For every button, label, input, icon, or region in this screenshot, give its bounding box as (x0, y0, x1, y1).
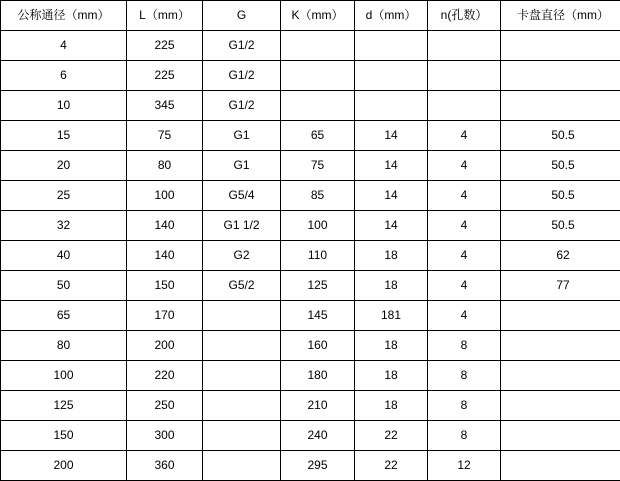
table-row (1, 241, 620, 271)
cell-k: 65 (281, 121, 355, 151)
cell-d: 18 (355, 271, 428, 301)
cell-g: G1/2 (203, 61, 281, 91)
table-row (1, 391, 620, 421)
cell-l: 150 (127, 271, 203, 301)
table-row (1, 211, 620, 241)
cell-k: 210 (281, 391, 355, 421)
column-header-chuck-diameter: 卡盘直径（mm） (501, 1, 620, 31)
cell-g: G1 1/2 (203, 211, 281, 241)
cell-nominal-diameter: 10 (1, 91, 127, 121)
table-row (1, 361, 620, 391)
cell-l: 225 (127, 61, 203, 91)
cell-l: 170 (127, 301, 203, 331)
cell-d: 18 (355, 361, 428, 391)
column-header-nominal-diameter: 公称通径（mm） (1, 1, 127, 31)
cell-k: 75 (281, 151, 355, 181)
cell-n: 12 (428, 451, 501, 481)
cell-g: G1 (203, 151, 281, 181)
cell-k: 180 (281, 361, 355, 391)
cell-chuck-diameter (501, 391, 620, 421)
column-header-k: K（mm） (281, 1, 355, 31)
cell-nominal-diameter: 25 (1, 181, 127, 211)
cell-g: G1/2 (203, 91, 281, 121)
column-header-l: L（mm） (127, 1, 203, 31)
cell-nominal-diameter: 32 (1, 211, 127, 241)
column-header-d: d（mm） (355, 1, 428, 31)
table-body (1, 31, 620, 481)
cell-l: 200 (127, 331, 203, 361)
cell-k: 145 (281, 301, 355, 331)
cell-k: 295 (281, 451, 355, 481)
cell-chuck-diameter: 50.5 (501, 181, 620, 211)
cell-n: 8 (428, 361, 501, 391)
cell-n: 8 (428, 391, 501, 421)
cell-d: 14 (355, 151, 428, 181)
cell-d (355, 31, 428, 61)
table-row (1, 271, 620, 301)
cell-g: G1/2 (203, 31, 281, 61)
cell-g (203, 451, 281, 481)
cell-n: 8 (428, 331, 501, 361)
column-header-g: G (203, 1, 281, 31)
cell-d: 18 (355, 241, 428, 271)
cell-nominal-diameter: 125 (1, 391, 127, 421)
table-row (1, 451, 620, 481)
column-header-n: n(孔数） (428, 1, 501, 31)
cell-l: 250 (127, 391, 203, 421)
table-row (1, 421, 620, 451)
cell-n (428, 31, 501, 61)
cell-k: 160 (281, 331, 355, 361)
cell-n: 4 (428, 121, 501, 151)
cell-chuck-diameter: 50.5 (501, 121, 620, 151)
cell-l: 360 (127, 451, 203, 481)
cell-n (428, 91, 501, 121)
cell-l: 140 (127, 211, 203, 241)
cell-d: 22 (355, 421, 428, 451)
cell-g (203, 391, 281, 421)
cell-g (203, 331, 281, 361)
cell-nominal-diameter: 80 (1, 331, 127, 361)
cell-n: 4 (428, 241, 501, 271)
cell-nominal-diameter: 200 (1, 451, 127, 481)
cell-chuck-diameter: 77 (501, 271, 620, 301)
table-row (1, 121, 620, 151)
cell-n: 8 (428, 421, 501, 451)
cell-k: 100 (281, 211, 355, 241)
cell-g (203, 361, 281, 391)
cell-n: 4 (428, 151, 501, 181)
cell-l: 225 (127, 31, 203, 61)
cell-d: 18 (355, 391, 428, 421)
cell-nominal-diameter: 15 (1, 121, 127, 151)
cell-d (355, 61, 428, 91)
cell-nominal-diameter: 150 (1, 421, 127, 451)
cell-chuck-diameter: 50.5 (501, 151, 620, 181)
cell-l: 140 (127, 241, 203, 271)
cell-nominal-diameter: 20 (1, 151, 127, 181)
cell-n (428, 61, 501, 91)
table-row (1, 331, 620, 361)
cell-n: 4 (428, 181, 501, 211)
cell-nominal-diameter: 100 (1, 361, 127, 391)
cell-nominal-diameter: 50 (1, 271, 127, 301)
cell-n: 4 (428, 271, 501, 301)
cell-k: 110 (281, 241, 355, 271)
cell-g: G2 (203, 241, 281, 271)
cell-d (355, 91, 428, 121)
table-row (1, 31, 620, 61)
cell-n: 4 (428, 211, 501, 241)
cell-chuck-diameter (501, 421, 620, 451)
cell-k: 85 (281, 181, 355, 211)
table-row (1, 91, 620, 121)
cell-nominal-diameter: 6 (1, 61, 127, 91)
cell-nominal-diameter: 4 (1, 31, 127, 61)
cell-d: 22 (355, 451, 428, 481)
cell-chuck-diameter (501, 31, 620, 61)
cell-g: G5/4 (203, 181, 281, 211)
cell-n: 4 (428, 301, 501, 331)
table-row (1, 151, 620, 181)
cell-l: 345 (127, 91, 203, 121)
cell-k (281, 91, 355, 121)
cell-d: 14 (355, 181, 428, 211)
cell-chuck-diameter (501, 61, 620, 91)
cell-chuck-diameter (501, 361, 620, 391)
cell-l: 75 (127, 121, 203, 151)
cell-k: 125 (281, 271, 355, 301)
cell-g: G5/2 (203, 271, 281, 301)
table-header-row (1, 1, 620, 31)
cell-d: 14 (355, 211, 428, 241)
cell-d: 181 (355, 301, 428, 331)
cell-chuck-diameter: 50.5 (501, 211, 620, 241)
cell-l: 300 (127, 421, 203, 451)
cell-g (203, 421, 281, 451)
cell-d: 14 (355, 121, 428, 151)
cell-g (203, 301, 281, 331)
cell-k (281, 61, 355, 91)
cell-chuck-diameter (501, 331, 620, 361)
cell-chuck-diameter (501, 91, 620, 121)
cell-chuck-diameter: 62 (501, 241, 620, 271)
cell-l: 100 (127, 181, 203, 211)
cell-l: 80 (127, 151, 203, 181)
cell-chuck-diameter (501, 451, 620, 481)
cell-l: 220 (127, 361, 203, 391)
cell-k: 240 (281, 421, 355, 451)
table-row (1, 181, 620, 211)
cell-k (281, 31, 355, 61)
table-row (1, 301, 620, 331)
cell-chuck-diameter (501, 301, 620, 331)
cell-g: G1 (203, 121, 281, 151)
cell-d: 18 (355, 331, 428, 361)
table-row (1, 61, 620, 91)
cell-nominal-diameter: 40 (1, 241, 127, 271)
cell-nominal-diameter: 65 (1, 301, 127, 331)
